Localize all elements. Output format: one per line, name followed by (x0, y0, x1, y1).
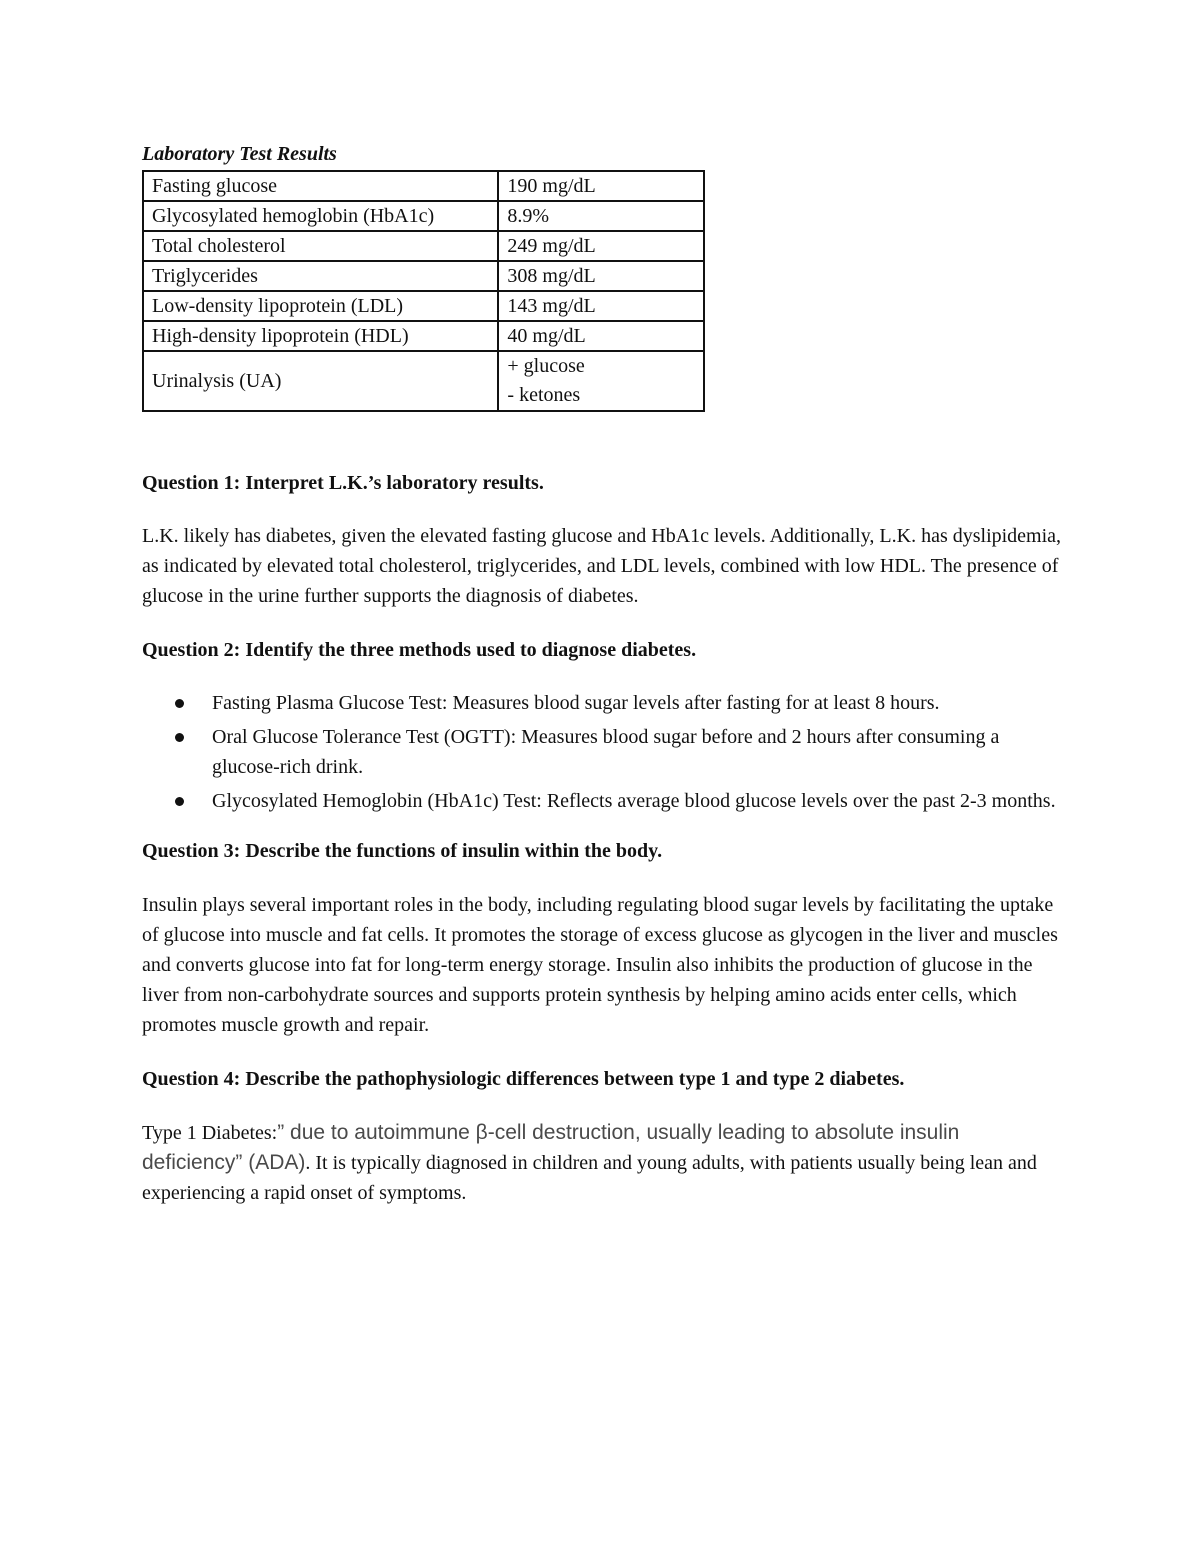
question-4-heading: Question 4: Describe the pathophysiologic differences between type 1 and type 2 diabetes. (142, 1068, 905, 1090)
list-item (212, 688, 1062, 718)
test-name-cell: Fasting glucose (143, 171, 498, 201)
diagnosis-methods-list (142, 688, 1062, 816)
table-row (143, 231, 704, 261)
table-row (143, 291, 704, 321)
table-row (143, 351, 704, 411)
test-result-cell: 190 mg/dL (498, 171, 704, 201)
answer-suffix: . It is typically diagnosed in children and young adults, with patients usually being lean and experiencing a rapid onset of symptoms. (142, 1152, 1037, 1204)
test-name-cell: High-density lipoprotein (HDL) (143, 321, 498, 351)
list-item-text: Oral Glucose Tolerance Test (OGTT): Measures blood sugar before and 2 hours after consuming a glucose-rich drink. (212, 726, 1000, 778)
test-name-cell: Urinalysis (UA) (143, 351, 498, 411)
question-4-answer (142, 1118, 1062, 1208)
list-item (212, 722, 1062, 782)
test-result-cell: 40 mg/dL (498, 321, 704, 351)
list-item (212, 786, 1062, 816)
question-2-heading: Question 2: Identify the three methods used to diagnose diabetes. (142, 639, 697, 661)
table-row (143, 321, 704, 351)
table-row (143, 201, 704, 231)
test-name-cell: Low-density lipoprotein (LDL) (143, 291, 498, 321)
document-page (142, 140, 1062, 1208)
test-name-cell: Triglycerides (143, 261, 498, 291)
question-3-heading: Question 3: Describe the functions of insulin within the body. (142, 840, 663, 862)
lab-table-title: Laboratory Test Results (142, 143, 337, 165)
ada-quote: ” due to autoimmune β-cell destruction, usually leading to absolute insulin deficiency” (ADA) (142, 1121, 960, 1174)
answer-prefix: Type 1 Diabetes: (142, 1122, 278, 1144)
bullet-icon (175, 699, 184, 708)
bullet-icon (175, 733, 184, 742)
question-3-answer: Insulin plays several important roles in the body, including regulating blood sugar levels by facilitating the uptake of glucose into muscle and fat cells. It promotes the storage of excess glucose as glycogen in the liver and muscles and converts glucose into fat for long-term energy storage. Insulin also inhibits the production of glucose in the liver from non-carbohydrate sources and supports protein synthesis by helping amino acids enter cells, which promotes muscle growth and repair. (142, 894, 1058, 1036)
test-name-cell: Total cholesterol (143, 231, 498, 261)
test-result-cell: 143 mg/dL (498, 291, 704, 321)
test-result-cell: 8.9% (498, 201, 704, 231)
bullet-icon (175, 797, 184, 806)
lab-results-table (142, 170, 705, 412)
list-item-text: Glycosylated Hemoglobin (HbA1c) Test: Reflects average blood glucose levels over the past 2-3 months. (212, 790, 1056, 812)
table-row (143, 261, 704, 291)
test-result-cell: 308 mg/dL (498, 261, 704, 291)
test-result-cell (498, 351, 704, 411)
result-line: - ketones (507, 384, 581, 406)
test-result-cell: 249 mg/dL (498, 231, 704, 261)
list-item-text: Fasting Plasma Glucose Test: Measures blood sugar levels after fasting for at least 8 hours. (212, 692, 940, 714)
test-name-cell: Glycosylated hemoglobin (HbA1c) (143, 201, 498, 231)
table-row (143, 171, 704, 201)
result-line: + glucose (507, 355, 585, 377)
question-1-heading: Question 1: Interpret L.K.’s laboratory results. (142, 472, 544, 494)
question-1-answer: L.K. likely has diabetes, given the elevated fasting glucose and HbA1c levels. Additionally, L.K. has dyslipidemia, as indicated by elevated total cholesterol, triglycerides, and LDL levels, combined with low HDL. The presence of glucose in the urine further supports the diagnosis of diabetes. (142, 525, 1062, 607)
